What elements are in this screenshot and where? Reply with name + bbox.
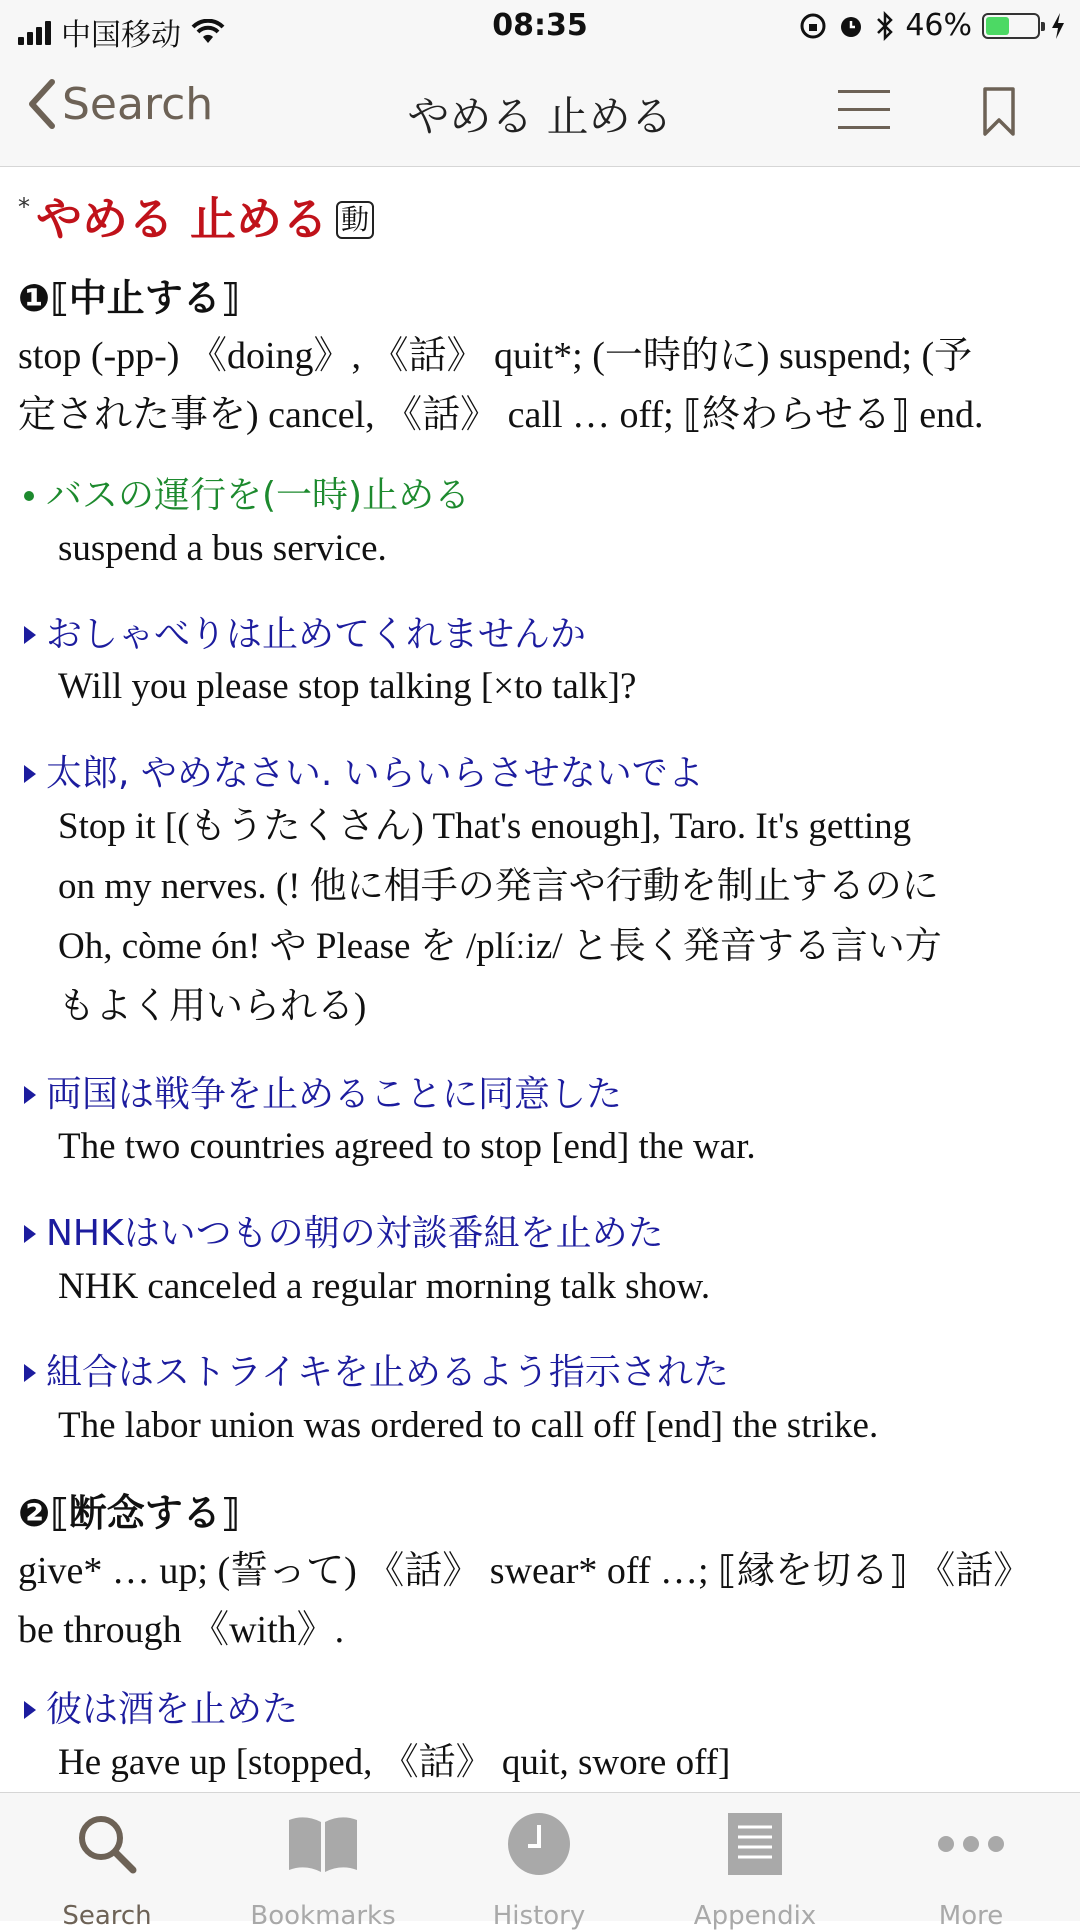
sense-1-definition-line-2: 定された事を) cancel, 《話》 call … off; ⟦終わらせる⟧ end. <box>18 394 984 436</box>
play-triangle-icon <box>24 1364 36 1382</box>
sense-2-definition-line-2: be through 《with》. <box>18 1609 345 1651</box>
document-icon <box>726 1811 784 1877</box>
headword: やめる 止める <box>36 192 329 246</box>
example-jp-text: 太郎, やめなさい. いらいらさせないでよ <box>46 753 704 794</box>
charging-icon <box>1050 12 1066 40</box>
navigation-bar <box>0 54 1080 167</box>
sense-1-label: ❶⟦中止する⟧ <box>18 276 240 320</box>
example-en: もよく用いられる) <box>58 986 367 1027</box>
bluetooth-icon <box>875 11 895 41</box>
back-label: Search <box>62 78 214 130</box>
tab-appendix[interactable] <box>655 1807 855 1931</box>
tab-search[interactable] <box>7 1807 207 1931</box>
status-right <box>799 8 1066 43</box>
headword-row <box>18 191 374 247</box>
play-triangle-icon <box>24 1086 36 1104</box>
clock-icon <box>506 1811 572 1877</box>
example-en: The two countries agreed to stop [end] the war. <box>58 1126 756 1167</box>
example-jp-text: NHKはいつもの朝の対談番組を止めた <box>46 1213 664 1254</box>
tab-label: Search <box>62 1901 152 1931</box>
example-en: suspend a bus service. <box>58 528 387 569</box>
play-triangle-icon <box>24 1225 36 1243</box>
sense-1-definition-line-1: stop (-pp-) 《doing》, 《話》 quit*; (一時的に) suspend; (予 <box>18 335 973 377</box>
example-en: The labor union was ordered to call off [end] the strike. <box>58 1405 879 1446</box>
tab-label: More <box>938 1901 1004 1931</box>
tab-bookmarks[interactable] <box>223 1807 423 1931</box>
status-bar <box>0 0 1080 54</box>
sense-2-label: ❷⟦断念する⟧ <box>18 1491 240 1535</box>
tab-history[interactable] <box>439 1807 639 1931</box>
example-jp[interactable] <box>0 749 1080 799</box>
example-jp-text: バスの運行を(一時)止める <box>46 475 471 516</box>
tab-more[interactable] <box>871 1807 1071 1931</box>
carrier-label: 中国移动 <box>61 18 181 53</box>
menu-icon[interactable] <box>838 90 890 130</box>
example-jp-text: 両国は戦争を止めることに同意した <box>46 1074 623 1115</box>
tab-label: Bookmarks <box>250 1901 396 1931</box>
tab-label: History <box>492 1901 586 1931</box>
tab-label: Appendix <box>693 1901 817 1931</box>
battery-icon <box>982 13 1040 39</box>
example-en: He gave up [stopped, 《話》 quit, swore off] <box>58 1742 731 1783</box>
status-time: 08:35 <box>492 8 588 43</box>
play-triangle-icon <box>24 626 36 644</box>
sense-2-definition-line-1: give* … up; (誓って) 《話》 swear* off …; ⟦縁を切る⟧ 《話》 <box>18 1550 1032 1592</box>
battery-level <box>986 17 1009 35</box>
page-title: やめる 止める <box>407 92 673 141</box>
part-of-speech-badge: 動 <box>336 201 374 239</box>
example-jp[interactable] <box>0 1348 1080 1398</box>
play-triangle-icon <box>24 1701 36 1719</box>
entry-content[interactable] <box>0 167 1080 1792</box>
example-en: Oh, còme ón! や Please を /plíːiz/ と長く発音する言い方 <box>58 926 942 967</box>
example-en: NHK canceled a regular morning talk show. <box>58 1266 711 1307</box>
example-en: Stop it [(もうたくさん) That's enough], Taro. It's getting <box>58 806 912 847</box>
search-icon <box>75 1812 139 1876</box>
bullet-icon <box>24 491 34 501</box>
example-en: on my nerves. (! 他に相手の発言や行動を制止するのに <box>58 866 939 907</box>
example-jp[interactable] <box>0 610 1080 660</box>
example-jp-text: おしゃべりは止めてくれませんか <box>46 614 587 655</box>
orientation-lock-icon <box>799 12 827 40</box>
tab-bar <box>0 1792 1080 1931</box>
example-en: Will you please stop talking [×to talk]? <box>58 666 637 707</box>
battery-percent: 46% <box>905 8 972 43</box>
bookmark-icon[interactable] <box>982 86 1016 142</box>
example-jp[interactable] <box>0 1685 1080 1735</box>
frequency-asterisk: * <box>18 193 30 221</box>
example-jp-text: 彼は酒を止めた <box>46 1689 299 1730</box>
alarm-icon <box>837 12 865 40</box>
more-icon <box>936 1834 1006 1854</box>
example-jp[interactable] <box>0 1209 1080 1259</box>
book-icon <box>285 1814 361 1874</box>
example-jp[interactable] <box>0 471 1080 521</box>
example-jp[interactable] <box>0 1070 1080 1120</box>
play-triangle-icon <box>24 765 36 783</box>
example-jp-text: 組合はストライキを止めるよう指示された <box>46 1352 729 1393</box>
